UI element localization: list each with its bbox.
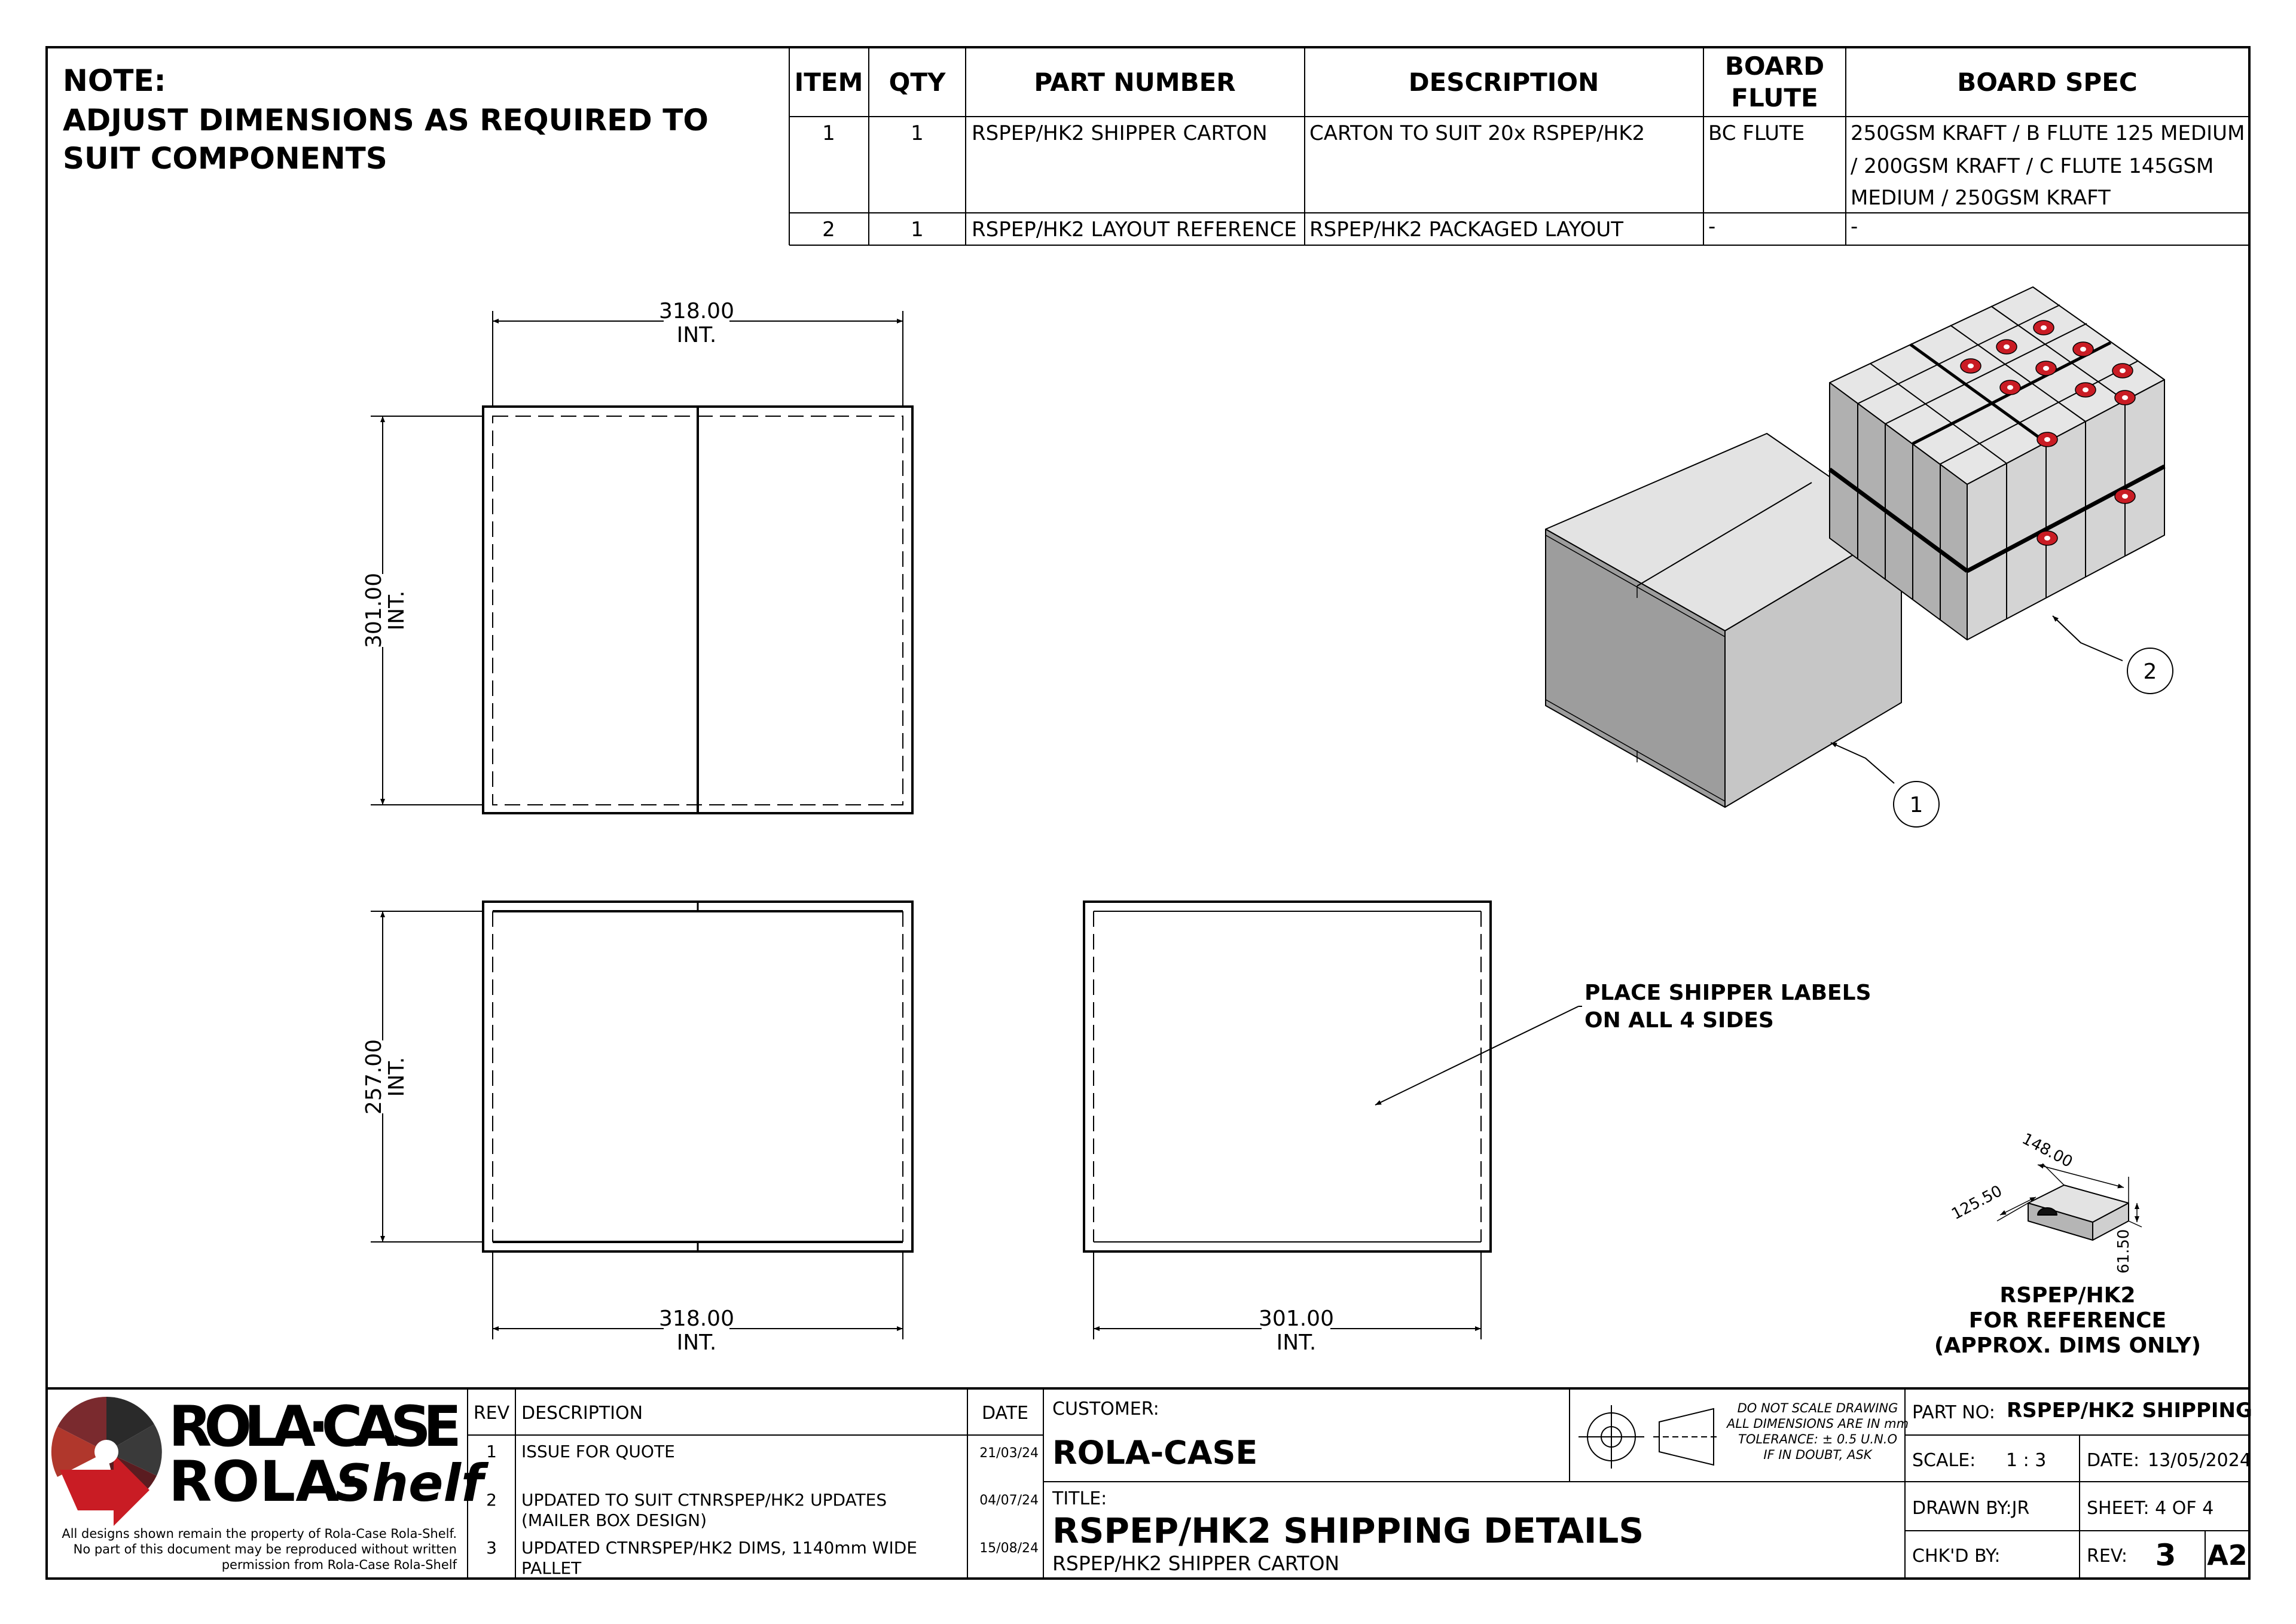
bom-row-1-board-flute: BC FLUTE [1708, 121, 1805, 145]
dim-top-width-value: 318.00 [659, 299, 734, 323]
rev-3-description: UPDATED CTNRSPEP/HK2 DIMS, 1140mm WIDE [521, 1538, 917, 1558]
reference-caption-line-1: RSPEP/HK2 [1999, 1283, 2136, 1308]
bom-row-2-description: RSPEP/HK2 PACKAGED LAYOUT [1309, 218, 1624, 242]
reel-marker [2112, 364, 2133, 378]
rev-2-date: 04/07/24 [979, 1493, 1039, 1508]
drawn-by: DRAWN BY:JR [1912, 1498, 2030, 1519]
reel-marker [2036, 361, 2056, 376]
drawing-title: RSPEP/HK2 SHIPPING DETAILS [1052, 1510, 1644, 1551]
bom-row-1-item: 1 [822, 121, 835, 145]
drawing-subtitle: RSPEP/HK2 SHIPPER CARTON [1052, 1552, 1340, 1575]
customer-label: CUSTOMER: [1052, 1399, 1159, 1420]
title-block [47, 1388, 2252, 1579]
third-angle-projection-icon [1578, 1405, 1720, 1469]
logo-text-rola: ROLA· [169, 1449, 361, 1515]
bom-row-1-board-spec-3: MEDIUM / 250GSM KRAFT [1851, 186, 2111, 210]
dim-top-width [493, 299, 903, 347]
note-heading: NOTE: [63, 63, 166, 98]
date-label: DATE: [2087, 1450, 2140, 1471]
rev-label: REV: [2087, 1546, 2127, 1567]
scale-label: SCALE: [1912, 1450, 1976, 1471]
dim-top-depth [362, 416, 409, 805]
reel-marker [2075, 383, 2096, 397]
dim-front-width-value: 318.00 [659, 1306, 734, 1331]
bom-row-2-qty: 1 [911, 218, 924, 242]
dim-side-width [1094, 1306, 1481, 1355]
bom-header-description: DESCRIPTION [1408, 68, 1599, 97]
reel-marker [2115, 390, 2135, 405]
bom-header-item: ITEM [794, 68, 863, 97]
drawing-note-2: ALL DIMENSIONS ARE IN mm [1726, 1417, 1909, 1431]
rev-3-date: 15/08/24 [979, 1541, 1039, 1556]
drawing-note-4: IF IN DOUBT, ASK [1763, 1448, 1872, 1462]
dim-top-width-note: INT. [676, 323, 717, 347]
reference-dim-height: 61.50 [2115, 1229, 2133, 1274]
reference-dim-length: 148.00 [2019, 1130, 2076, 1171]
rev-2-description: UPDATED TO SUIT CTNRSPEP/HK2 UPDATES [521, 1490, 887, 1510]
front-view [362, 902, 912, 1355]
note-line-1: ADJUST DIMENSIONS AS REQUIRED TO [63, 103, 709, 138]
bom-header-board-flute: BOARD [1724, 51, 1825, 81]
bom-row-1-description: CARTON TO SUIT 20x RSPEP/HK2 [1309, 121, 1645, 145]
rev-3-description-2: PALLET [521, 1558, 582, 1578]
reel-marker [2073, 342, 2093, 356]
shipper-label-note-line-2: ON ALL 4 SIDES [1584, 1008, 1774, 1033]
shipper-label-note-line-1: PLACE SHIPPER LABELS [1584, 981, 1871, 1005]
balloon-1 [1894, 782, 1939, 827]
balloon-2 [2127, 648, 2173, 694]
dim-side-width-value: 301.00 [1259, 1306, 1334, 1331]
reference-part [1997, 1164, 2142, 1240]
dim-front-width [493, 1306, 903, 1355]
rev-header-date: DATE [981, 1403, 1029, 1424]
logo-disclaimer-line-2: No part of this document may be reproduced without written [73, 1542, 457, 1556]
drawing-note-1: DO NOT SCALE DRAWING [1737, 1401, 1898, 1415]
reel-marker [2034, 320, 2054, 335]
drawing-note-3: TOLERANCE: ± 0.5 U.N.O [1738, 1432, 1897, 1446]
bom-row-2-board-flute: - [1708, 215, 1716, 239]
shipper-label-callout [1375, 981, 1871, 1105]
rev-2-description-2: (MAILER BOX DESIGN) [521, 1510, 707, 1530]
balloon-1-label: 1 [1909, 793, 1923, 817]
top-view [362, 299, 912, 813]
rev-1-description: ISSUE FOR QUOTE [521, 1442, 675, 1461]
bom-row-1-qty: 1 [911, 121, 924, 145]
dim-top-depth-value: 301.00 [362, 573, 386, 648]
bom-row-2-board-spec: - [1851, 215, 1858, 239]
logo-text-shelf: Shelf [335, 1454, 484, 1513]
bom-row-2-item: 2 [822, 218, 835, 242]
reference-dim-width: 125.50 [1949, 1182, 2005, 1224]
bom-header-part-number: PART NUMBER [1034, 68, 1236, 97]
logo-disclaimer-line-3: permission from Rola-Case Rola-Shelf [221, 1558, 457, 1572]
side-view [1084, 902, 1871, 1355]
dim-front-width-note: INT. [676, 1330, 717, 1355]
bom-header-board-spec: BOARD SPEC [1957, 68, 2138, 97]
logo-disclaimer-line-1: All designs shown remain the property of Rola-Case Rola-Shelf. [62, 1527, 457, 1541]
general-note [63, 63, 709, 176]
scale-value: 1 : 3 [2006, 1450, 2047, 1471]
reel-marker [2037, 432, 2057, 447]
sheet-size: A2 [2207, 1539, 2248, 1571]
rev-value: 3 [2155, 1538, 2176, 1573]
bom-row-2-part-number: RSPEP/HK2 LAYOUT REFERENCE [972, 218, 1297, 242]
logo-text-rola-case: ROLA·CASE [169, 1394, 462, 1460]
date-value: 13/05/2024 [2148, 1450, 2251, 1471]
reel-marker [2115, 489, 2135, 503]
company-logo [51, 1394, 489, 1572]
part-no-value: RSPEP/HK2 SHIPPING [2007, 1399, 2252, 1422]
bom-row-1-board-spec-2: / 200GSM KRAFT / C FLUTE 145GSM [1851, 154, 2214, 178]
dim-side-width-note: INT. [1276, 1330, 1317, 1355]
checked-by: CHK'D BY: [1912, 1546, 2001, 1567]
reel-marker [2037, 531, 2057, 545]
rev-1-number: 1 [486, 1442, 497, 1461]
reference-caption-line-3: (APPROX. DIMS ONLY) [1934, 1333, 2202, 1358]
note-line-2: SUIT COMPONENTS [63, 141, 387, 176]
rev-header-rev: REV [473, 1403, 510, 1424]
customer-name: ROLA-CASE [1052, 1434, 1258, 1472]
dim-front-height-note: INT. [384, 1057, 409, 1097]
rev-header-description: DESCRIPTION [521, 1403, 643, 1424]
rev-2-number: 2 [486, 1490, 497, 1510]
dim-top-depth-note: INT. [384, 590, 409, 631]
reel-marker [1996, 340, 2017, 354]
bill-of-materials-table [789, 47, 2249, 245]
sheet-number: SHEET: 4 OF 4 [2087, 1498, 2214, 1519]
reel-marker [2000, 380, 2020, 395]
bom-row-1-board-spec: 250GSM KRAFT / B FLUTE 125 MEDIUM [1851, 121, 2245, 145]
part-no-label: PART NO: [1912, 1402, 1995, 1423]
title-label: TITLE: [1052, 1488, 1107, 1509]
reel-marker [1961, 359, 1981, 373]
bom-header-qty: QTY [889, 68, 946, 97]
rev-3-number: 3 [486, 1538, 497, 1558]
reference-caption-line-2: FOR REFERENCE [1968, 1308, 2167, 1333]
balloon-2-label: 2 [2143, 660, 2157, 684]
rev-1-date: 21/03/24 [979, 1446, 1039, 1461]
bom-header-board-flute-2: FLUTE [1731, 83, 1818, 112]
dim-front-height [362, 911, 409, 1242]
dim-front-height-value: 257.00 [362, 1039, 386, 1115]
bom-row-1-part-number: RSPEP/HK2 SHIPPER CARTON [972, 121, 1268, 145]
